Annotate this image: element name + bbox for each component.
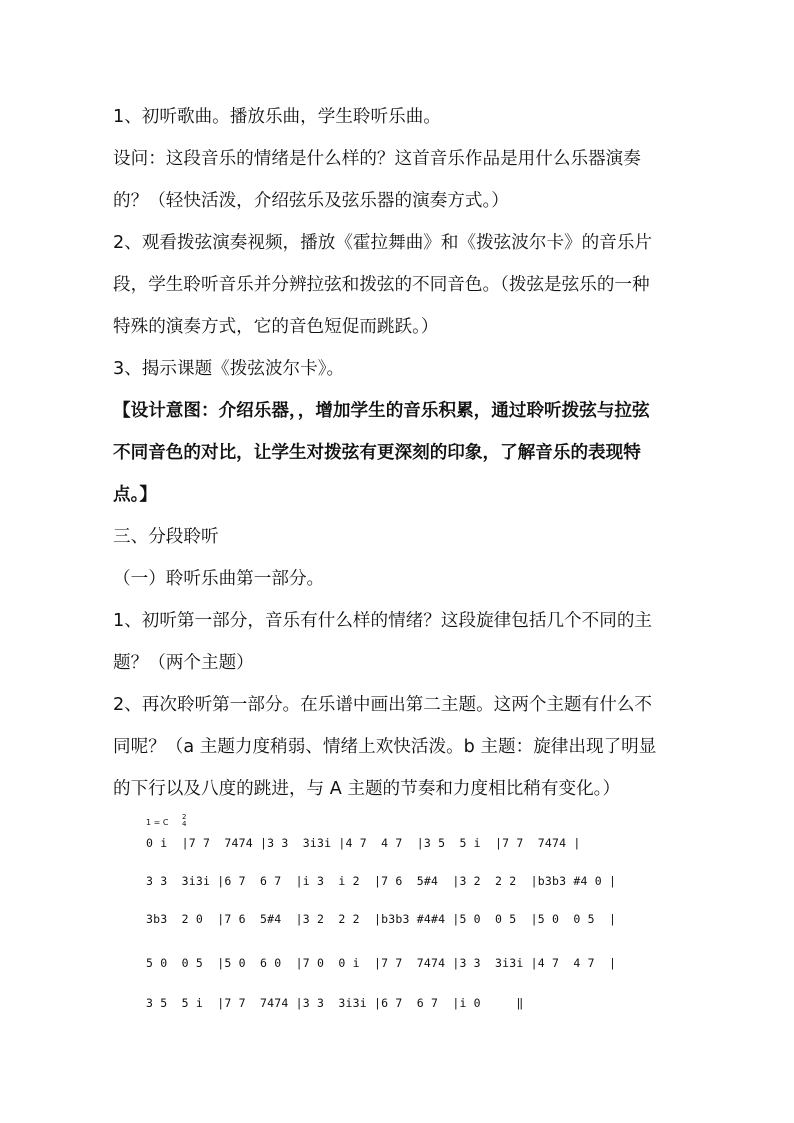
design-intent-line-3: 点。】 <box>113 485 157 505</box>
design-intent-line-1: 【设计意图：介绍乐器，，增加学生的音乐积累，通过聆听拨弦与拉弦 <box>113 401 650 421</box>
step-2-line-2: 段，学生聆听音乐并分辨拉弦和拨弦的不同音色。（拨弦是弦乐的一种 <box>113 275 650 295</box>
step-2-line-1: 2、观看拨弦演奏视频，播放《霍拉舞曲》和《拨弦波尔卡》的音乐片 <box>113 233 653 253</box>
part1-step-2-line-3: 的下行以及八度的跳进，与 A 主题的节奏和力度相比稍有变化。） <box>113 779 621 799</box>
subsection-heading: （一）聆听乐曲第一部分。 <box>113 569 325 589</box>
step-3-topic: 3、揭示课题《拨弦波尔卡》。 <box>113 359 345 379</box>
section-heading: 三、分段聆听 <box>113 527 219 547</box>
question-line-2: 的？（轻快活泼，介绍弦乐及弦乐器的演奏方式。） <box>113 191 509 211</box>
score-row: 5 0 0 5 |5 0 6 0 |7 0 0 i |7 7 7474 |3 3 3i3i |4 7 4 7 | <box>146 956 617 970</box>
question-line-1: 设问：这段音乐的情绪是什么样的？这首音乐作品是用什么乐器演奏 <box>113 149 641 169</box>
part1-step-1-line-2: 题？（两个主题） <box>113 653 254 673</box>
design-intent-line-2: 不同音色的对比，让学生对拨弦有更深刻的印象，了解音乐的表现特 <box>113 443 641 463</box>
step-2-line-3: 特殊的演奏方式，它的音色短促而跳跃。） <box>113 317 439 337</box>
score-key: 1 = C <box>146 818 169 827</box>
score-row: 0 i |7 7 7474 |3 3 3i3i |4 7 4 7 |3 5 5 i |7 7 7474 | <box>146 836 581 850</box>
part1-step-2-line-1: 2、再次聆听第一部分。在乐谱中画出第二主题。这两个主题有什么不 <box>113 695 653 715</box>
part1-step-1-line-1: 1、初听第一部分，音乐有什么样的情绪？这段旋律包括几个不同的主 <box>113 611 653 631</box>
score-row: 3 3 3i3i |6 7 6 7 |i 3 i 2 |7 6 5#4 |3 2 2 2 |b3b3 #4 0 | <box>146 874 617 888</box>
meter-bottom: 4 <box>182 820 187 828</box>
step-1-listen: 1、初听歌曲。播放乐曲，学生聆听乐曲。 <box>113 107 441 127</box>
numbered-music-score <box>140 812 660 1022</box>
score-time-signature <box>182 814 186 828</box>
score-row: 3 5 5 i |7 7 7474 |3 3 3i3i |6 7 6 7 |i 0 ‖ <box>146 996 524 1010</box>
part1-step-2-line-2: 同呢？（a 主题力度稍弱、情绪上欢快活泼。b 主题：旋律出现了明显 <box>113 737 657 757</box>
score-row: 3b3 2 0 |7 6 5#4 |3 2 2 2 |b3b3 #4#4 |5 0 0 5 |5 0 0 5 | <box>146 912 617 926</box>
meter-top: 2 <box>182 813 187 821</box>
